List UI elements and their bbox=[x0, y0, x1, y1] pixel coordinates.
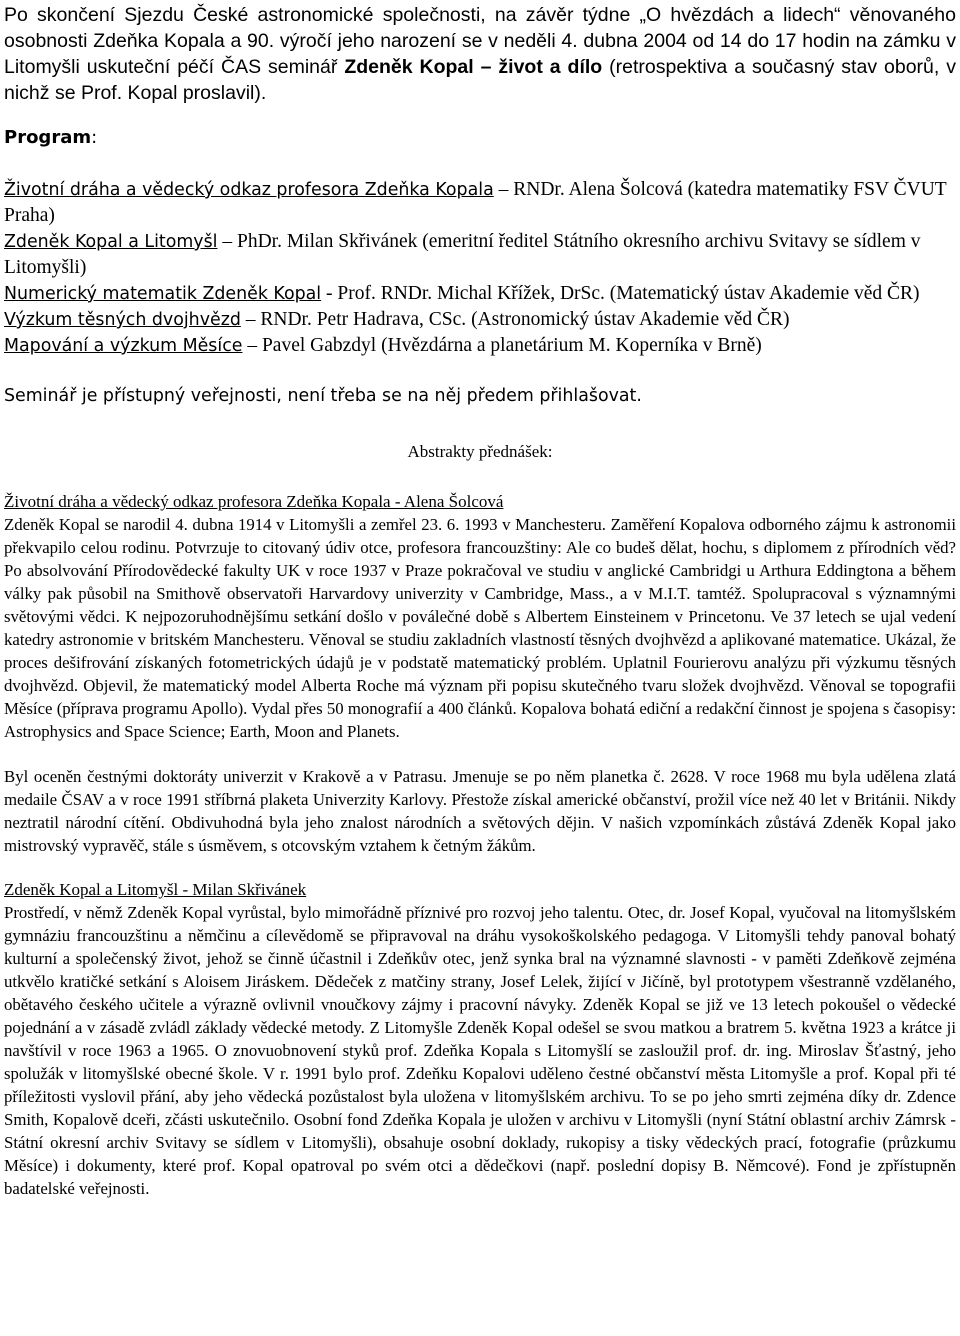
intro-paragraph bbox=[4, 0, 956, 106]
abstracts-heading: Abstrakty přednášek: bbox=[407, 442, 553, 461]
seminar-title: Zdeněk Kopal – život a dílo bbox=[344, 56, 603, 78]
lecture-affiliation: (emeritní ředitel Státního okresního archivu Svitavy se sídlem v Litomyšli) bbox=[4, 231, 921, 278]
program-colon: : bbox=[91, 127, 98, 148]
intro-text-after: (retrospektiva a současný stav oborů, v nichž se Prof. Kopal proslavil). bbox=[4, 56, 956, 104]
document-page bbox=[4, 0, 956, 1200]
program-heading bbox=[4, 125, 956, 151]
lecture-title: Numerický matematik Zdeněk Kopal bbox=[4, 284, 322, 304]
program-item bbox=[4, 177, 956, 229]
lecture-title: Zdeněk Kopal a Litomyšl bbox=[4, 232, 218, 252]
lecture-title: Životní dráha a vědecký odkaz profesora Zdeňka Kopala bbox=[4, 180, 494, 200]
lecture-speaker-affiliation: Pavel Gabzdyl (Hvězdárna a planetárium M. Koperníka v Brně) bbox=[261, 335, 762, 356]
program-label: Program bbox=[4, 127, 92, 148]
lecture-speaker: PhDr. Milan Skřivánek bbox=[237, 231, 418, 252]
program-list bbox=[4, 177, 956, 359]
program-item bbox=[4, 333, 956, 359]
program-item bbox=[4, 281, 956, 307]
lecture-affiliation: (katedra matematiky FSV ČVUT Praha) bbox=[4, 179, 947, 226]
abstract-title: Zdeněk Kopal a Litomyšl - Milan Skřivánek bbox=[4, 880, 307, 899]
lecture-speaker: RNDr. Petr Hadrava, CSc. bbox=[260, 309, 467, 330]
lecture-title: Mapování a výzkum Měsíce bbox=[4, 336, 243, 356]
abstract-paragraph: Byl oceněn čestnými doktoráty univerzit v Krakově a v Patrasu. Jmenuje se po něm planetka č. 2628. V roce 1968 mu byla udělena zlatá medaile ČSAV a v roce 1991 stříbrná plaketa Univerzity Karlovy. Přestože získal americké občanství, prožil více než 40 let v Británii. Nikdy neztratil národní cítění. Obdivuhodná byla jeho znalost národních a světových dějin. V našich vzpomínkách zůstává Zdeněk Kopal jako mistrovský vypravěč, stále s úsměvem, s otcovským vztahem k četným žákům. bbox=[4, 767, 956, 855]
abstract-paragraph: Prostředí, v němž Zdeněk Kopal vyrůstal, bylo mimořádně příznivé pro rozvoj jeho talentu. Otec, dr. Josef Kopal, vyučoval na litomyšlském gymnáziu francouzštinu a němčinu a cílevědomě se připravoval na dráhu vysokoškolského pedagoga. V Litomyšli tehdy panoval bohatý kulturní a společenský život, jehož se činně účastnil i Zdeňkův otec, jenž synka bral na významné slavnosti - v paměti Zdeňkově zejména utkvělo kratičké setkání s Aloisem Jiráskem. Dědeček z matčiny strany, Josef Lelek, žijící v Jičíně, byl prototypem všestranně vzdělaného, obětavého českého učitele a výrazně ovlivnil vnoučkovy zájmy i pracovní návyky. Zdeněk Kopal se již ve 13 letech pokoušel o vědecké pojednání a v zásadě zvládl základy vědecké metody. Z Litomyšle Zdeněk Kopal odešel se svou matkou a bratrem 5. května 1923 a krátce ji navštívil v roce 1963 a 1965. O znovuobnovení styků prof. Zdeňka Kopala s Litomyšlí se zasloužil prof. dr. ing. Miroslav Šťastný, jeho spolužák v litomyšlské obecné škole. V r. 1991 bylo prof. Zdeňku Kopalovi uděleno čestné občanství města Litomyšle a prof. Kopal při té příležitosti vyslovil přání, aby jeho vědecká pozůstalost byla uložena v litomyšlském archivu. To se po jeho smrti zejména díky dr. Zdence Smith, Kopalově dceři, zčásti uskutečnilo. Osobní fond Zdeňka Kopala je uložen v archivu v Litomyšli (nyní Státní oblastní archiv Zámrsk - Státní okresní archiv Svitavy se sídlem v Litomyšli), obsahuje osobní doklady, rukopisy a tisky vědeckých prací, fotografie (průzkumu Měsíce) i dokumenty, které prof. Kopal opatroval po svém otci a dědečkovi (např. poslední dopisy B. Němcové). Fond je zpřístupněn badatelské veřejnosti. bbox=[4, 903, 956, 1198]
lecture-affiliation: (Matematický ústav Akademie věd ČR) bbox=[604, 283, 920, 304]
lecture-speaker: RNDr. Alena Šolcová bbox=[513, 179, 683, 200]
lecture-dash: – bbox=[217, 231, 237, 252]
lecture-speaker: Prof. RNDr. Michal Křížek, DrSc. bbox=[337, 283, 605, 304]
lecture-dash: - bbox=[321, 283, 338, 304]
lecture-dash: – bbox=[242, 335, 262, 356]
program-item bbox=[4, 229, 956, 281]
program-item bbox=[4, 307, 956, 333]
lecture-title: Výzkum těsných dvojhvězd bbox=[4, 310, 241, 330]
lecture-affiliation: (Astronomický ústav Akademie věd ČR) bbox=[466, 309, 790, 330]
abstract-paragraph: Zdeněk Kopal se narodil 4. dubna 1914 v Litomyšli a zemřel 23. 6. 1993 v Manchesteru. Zaměření Kopalova odborného zájmu k astronomii překvapilo celou rodinu. Potvrzuje to citovaný údiv otce, profesora francouzštiny: Ale co budeš dělat, hochu, s diplomem z přírodních věd? Po absolvování Přírodovědecké fakulty UK v roce 1937 v Praze pokračoval ve studiu v anglické Cambridgi u Arthura Eddingtona a během války pak působil na Smithově observatoři Harvardovy univerzity v Cambridge, Mass., a v M.I.T. tamtéž. Spolupracoval s významnými světovými vědci. K nejpozoruhodnějšímu setkání došlo v poválečné době s Albertem Einsteinem v Princetonu. Ve 37 letech se ujal vedení katedry astronomie v britském Manchesteru. Věnoval se studiu zakladních vlastností těsných dvojhvězd a aplikované matematice. Ukázal, že proces dešifrování získaných fotometrických údajů je v podstatě matematický problém. Uplatnil Fourierovu analýzu při výzkumu těsných dvojhvězd. Objevil, že matematický model Alberta Roche má význam při popisu skutečného tvaru složek dvojhvězd. Věnoval se topografii Měsíce (příprava programu Apollo). Vydal přes 50 monografií a 400 článků. Kopalova bohatá ediční a redakční činnost je spojena s časopisy: Astrophysics and Space Science; Earth, Moon and Planets. bbox=[4, 515, 956, 741]
intro-text-before: Po skončení Sjezdu České astronomické společnosti, na závěr týdne „O hvězdách a lidech“ věnovaného osobnosti Zdeňka Kopala a 90. výročí jeho narození se v neděli 4. dubna 2004 od 14 do 17 hodin na zámku v Litomyšli uskuteční péčí ČAS seminář bbox=[4, 4, 956, 78]
seminar-note: Seminář je přístupný veřejnosti, není třeba se na něj předem přihlašovat. bbox=[4, 386, 642, 406]
lecture-dash: – bbox=[240, 309, 261, 330]
abstract-title: Životní dráha a vědecký odkaz profesora Zdeňka Kopala - Alena Šolcová bbox=[4, 492, 504, 511]
lecture-dash: – bbox=[493, 179, 514, 200]
